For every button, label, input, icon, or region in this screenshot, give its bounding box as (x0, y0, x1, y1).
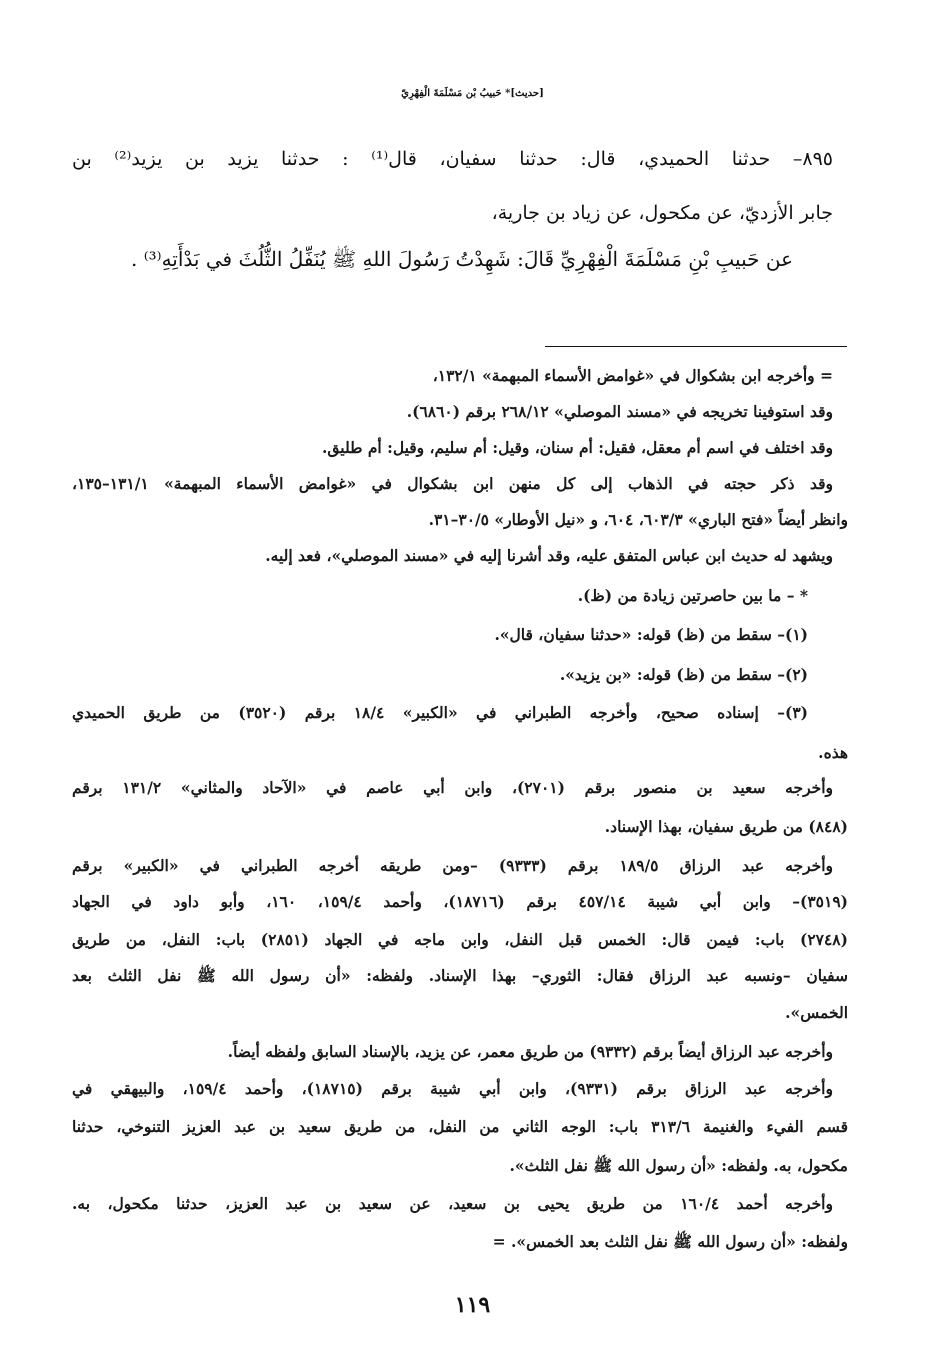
footnote-line: وأخرجه عبد الرزاق أيضاً برقم (٩٣٣٢) من طريق معمر، عن يزيد، بالإسناد السابق ولفظه أيضاً. (227, 1042, 833, 1061)
footnote-line: وقد استوفينا تخريجه في «مسند الموصلي» ٢٦٨/١٢ برقم (٦٨٦٠). (406, 402, 833, 421)
footnote-line: * – ما بين حاصرتين زيادة من (ظ). (577, 586, 808, 605)
footnote-line: وانظر أيضاً «فتح الباري» ٦٠٣/٣، ٦٠٤، و «نيل الأوطار» ٣٠/٥–٣١. (428, 510, 848, 529)
footnote-line: وأخرجه عبد الرزاق برقم (٩٣٣١)، وابن أبي شيبة برقم (١٨٧١٥)، وأحمد ١٥٩/٤، والبيهقي في (72, 1079, 833, 1098)
footnote-line: = وأخرجه ابن بشكوال في «غوامض الأسماء المبهمة» ١٣٢/١، (432, 366, 833, 385)
hadith-text-line: جابر الأزديّ، عن مكحول، عن زياد بن جارية، (491, 202, 833, 224)
footnote-line: (٢)– سقط من (ظ) قوله: «بن يزيد». (559, 665, 808, 684)
footnote-line: وقد ذكر حجته في الذهاب إلى كل منهن ابن بشكوال في «غوامض الأسماء المبهمة» ١٣١/١–١٣٥، (72, 474, 833, 493)
footnote-line: وأخرجه عبد الرزاق ١٨٩/٥ برقم (٩٣٣٣) –ومن طريقه أخرجه الطبراني في «الكبير» برقم (72, 856, 834, 875)
page-number: ١١٩ (454, 1292, 491, 1318)
footnote-line: (٨٤٨) من طريق سفيان، بهذا الإسناد. (604, 817, 848, 836)
footnote-line: (٣٥١٩)– وابن أبي شيبة ٤٥٧/١٤ برقم (١٨٧١٦)، وأحمد ١٥٩/٤، ١٦٠، وأبو داود في الجهاد (72, 892, 849, 911)
footnote-line: مكحول، به. ولفظه: «أن رسول الله ﷺ نفل الثلث». (509, 1156, 848, 1175)
footnote-line: سفيان –ونسبه عبد الرزاق فقال: الثوري– بهذا الإسناد. ولفظه: «أن رسول الله ﷺ نفل الثلث بعد (72, 966, 848, 985)
footnote-line: وأخرجه أحمد ١٦٠/٤ من طريق يحيى بن سعيد، عن سعيد بن عبد العزيز، حدثنا مكحول، به. (72, 1194, 833, 1213)
footnote-line: ولفظه: «أن رسول الله ﷺ نفل الثلث بعد الخمس». = (492, 1232, 848, 1251)
footnote-line: وقد اختلف في اسم أم معقل، فقيل: أم سنان، وقيل: أم سليم، وقيل: أم طليق. (321, 438, 833, 457)
hadith-text-line: ٨٩٥– حدثنا الحميدي، قال: حدثنا سفيان، قال⁽¹⁾ : حدثنا يزيد بن يزيد⁽²⁾ بن (72, 148, 833, 170)
hadith-matn-line: عن حَبيبِ بْنِ مَسْلَمَةَ الْفِهْرِيِّ قَالَ: شَهِدْتُ رَسُولَ اللهِ ﷺ يُنَفِّلُ الثُّلُثَ في بَدْأَتِهِ⁽³⁾ . (131, 247, 793, 271)
footnote-line: (٢٧٤٨) باب: فيمن قال: الخمس قبل النفل، وابن ماجه في الجهاد (٢٨٥١) باب: النفل، من طريق (72, 930, 848, 949)
footnote-divider (545, 346, 847, 347)
footnote-line: هذه. (818, 743, 848, 762)
footnote-line: ويشهد له حديث ابن عباس المتفق عليه، وقد أشرنا إليه في «مسند الموصلي»، فعد إليه. (265, 546, 833, 565)
chapter-title: [حديث]* حَبيبُ بْن مَسْلَمَةَ الْفِهْرِيّ (401, 88, 544, 99)
footnote-line: وأخرجه سعيد بن منصور برقم (٢٧٠١)، وابن أبي عاصم في «الآحاد والمثاني» ١٣١/٢ برقم (72, 778, 833, 797)
footnote-line: الخمس». (785, 1003, 848, 1022)
footnote-line: (٣)– إسناده صحيح، وأخرجه الطبراني في «الكبير» ١٨/٤ برقم (٣٥٢٠) من طريق الحميدي (72, 703, 808, 722)
footnote-line: قسم الفيء والغنيمة ٣١٣/٦ باب: الوجه الثاني من النفل، من طريق سعيد بن عبد العزيز التنوخي، حدثنا (72, 1117, 848, 1136)
footnote-line: (١)– سقط من (ظ) قوله: «حدثنا سفيان، قال». (494, 625, 808, 644)
